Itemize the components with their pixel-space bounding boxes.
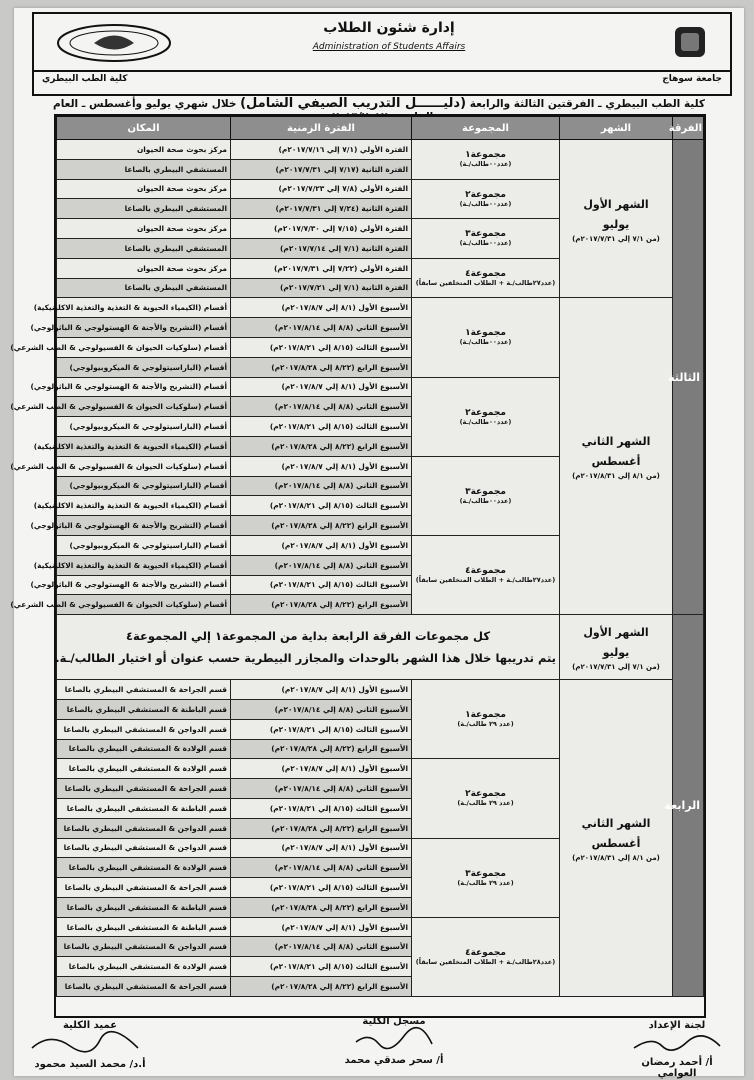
place-cell: قسم الدواجن & المستشفي البيطري بالصاعا xyxy=(57,937,231,957)
col-year-header: الفرقة xyxy=(673,117,704,140)
period-cell: الأسبوع الثاني (٨/٨ إلي ٢٠١٧/٨/١٤م) xyxy=(231,555,412,575)
table-row xyxy=(57,140,704,160)
prep-signature-icon xyxy=(632,1034,722,1054)
group-count: (عدد٠٠طالب/ـة) xyxy=(459,160,512,169)
group-name: مجموعة٢ xyxy=(465,789,506,800)
place-cell: المستشفي البيطري بالصاعا xyxy=(57,278,231,298)
period-cell: الأسبوع الرابع (٨/٢٢ إلي ٢٠١٧/٨/٢٨م) xyxy=(231,516,412,536)
title-prefix: كلية الطب البيطري ـ الفرقتين الثالثة والرابعة xyxy=(469,98,705,110)
place-cell: قسم الولادة & المستشفي البيطري بالصاعا xyxy=(57,759,231,779)
place-cell: أقسام (الكيمياء الحيوية & التغذية والتغذية الاكلينيكية) xyxy=(57,436,231,456)
place-cell: قسم الباطنة & المستشفي البيطري بالصاعا xyxy=(57,798,231,818)
admin-subtitle: Administration of Students Affairs xyxy=(312,42,466,52)
place-cell: أقسام (الكيمياء الحيوية & التغذية والتغذية الاكلينيكية) xyxy=(57,298,231,318)
col-place-header: المكان xyxy=(57,117,231,140)
month-cell xyxy=(560,140,673,298)
group-count: (عدد٠٠طالب/ـة) xyxy=(459,417,512,426)
group-name: مجموعة٢ xyxy=(465,189,506,200)
faculty-logo-icon xyxy=(54,22,174,64)
table-row xyxy=(57,298,704,318)
group-cell xyxy=(412,759,560,838)
document-page xyxy=(10,8,744,1079)
year-third-cell: الثالثة xyxy=(673,140,704,615)
group-cell xyxy=(412,917,560,996)
month-cell xyxy=(560,680,673,997)
month-label: الشهر الثاني xyxy=(581,817,651,830)
fourth-july-note xyxy=(57,615,560,680)
group-cell xyxy=(412,377,560,456)
group-name: مجموعة٣ xyxy=(465,868,506,879)
group-cell xyxy=(412,838,560,917)
period-cell: الفترة الأولي (٧/١ إلي ٢٠١٧/٧/١٦م) xyxy=(231,140,412,160)
period-cell: الأسبوع الثالث (٨/١٥ إلي ٢٠١٧/٨/٢١م) xyxy=(231,878,412,898)
month-range: (من ٨/١ إلي ٢٠١٧/٨/٣١م) xyxy=(572,472,660,481)
place-cell: قسم الدواجن & المستشفي البيطري بالصاعا xyxy=(57,818,231,838)
place-cell: مركز بحوث صحة الحيوان xyxy=(57,258,231,278)
period-cell: الأسبوع الثاني (٨/٨ إلي ٢٠١٧/٨/١٤م) xyxy=(231,858,412,878)
period-cell: الأسبوع الثالث (٨/١٥ إلي ٢٠١٧/٨/٢١م) xyxy=(231,957,412,977)
period-cell: الأسبوع الرابع (٨/٢٢ إلي ٢٠١٧/٨/٢٨م) xyxy=(231,897,412,917)
prep-committee xyxy=(622,1020,732,1079)
place-cell: قسم الجراحة & المستشفي البيطري بالصاعا xyxy=(57,680,231,700)
place-cell: مركز بحوث صحة الحيوان xyxy=(57,140,231,160)
period-cell: الفترة الأولي (٧/٢٢ إلي ٢٠١٧/٧/٣١م) xyxy=(231,258,412,278)
period-cell: الأسبوع الثالث (٨/١٥ إلي ٢٠١٧/٨/٢١م) xyxy=(231,337,412,357)
group-cell xyxy=(412,140,560,180)
group-name: مجموعة٣ xyxy=(465,486,506,497)
period-cell: الأسبوع الأول (٨/١ إلي ٢٠١٧/٨/٧م) xyxy=(231,377,412,397)
letterhead xyxy=(32,12,732,96)
university-seal-icon xyxy=(672,24,708,60)
place-cell: المستشفي البيطري بالصاعا xyxy=(57,199,231,219)
place-cell: أقسام (الكيمياء الحيوية & التغذية والتغذية الاكلينيكية) xyxy=(57,496,231,516)
period-cell: الأسبوع الرابع (٨/٢٢ إلي ٢٠١٧/٨/٢٨م) xyxy=(231,739,412,759)
year-fourth-cell: الرابعة xyxy=(673,615,704,997)
group-name: مجموعة٤ xyxy=(465,269,506,280)
period-cell: الأسبوع الثالث (٨/١٥ إلي ٢٠١٧/٨/٢١م) xyxy=(231,496,412,516)
month-range: (من ٧/١ إلي ٢٠١٧/٧/٣١م) xyxy=(572,234,660,243)
place-cell: أقسام (الباراسيتولوجي & الميكروبيولوجي) xyxy=(57,535,231,555)
month-label: الشهر الأول xyxy=(583,626,649,640)
table-row xyxy=(57,680,704,700)
period-cell: الأسبوع الأول (٨/١ إلي ٢٠١٧/٨/٧م) xyxy=(231,917,412,937)
period-cell: الفترة الأولي (٧/٨ إلي ٢٠١٧/٧/٢٣م) xyxy=(231,179,412,199)
group-count: (عدد٠٠طالب/ـة) xyxy=(459,496,512,505)
group-count: (عدد٢٧طالب/ـة + الطلاب المتخلفين سابقاً) xyxy=(415,279,556,288)
place-cell: أقسام (التشريح والأجنة & الهستولوجي & الباثولوجي) xyxy=(57,318,231,338)
table-header-row xyxy=(57,117,704,140)
period-cell: الأسبوع الثاني (٨/٨ إلي ٢٠١٧/٨/١٤م) xyxy=(231,318,412,338)
period-cell: الأسبوع الثاني (٨/٨ إلي ٢٠١٧/٨/١٤م) xyxy=(231,699,412,719)
place-cell: قسم الباطنة & المستشفي البيطري بالصاعا xyxy=(57,699,231,719)
place-cell: قسم الدواجن & المستشفي البيطري بالصاعا xyxy=(57,838,231,858)
period-cell: الأسبوع الرابع (٨/٢٢ إلي ٢٠١٧/٨/٢٨م) xyxy=(231,595,412,615)
month-label: الشهر الأول xyxy=(583,197,649,211)
group-count: (عدد ٢٩ طالب/ـة) xyxy=(457,720,514,729)
period-cell: الأسبوع الثالث (٨/١٥ إلي ٢٠١٧/٨/٢١م) xyxy=(231,575,412,595)
schedule-table xyxy=(10,114,706,1018)
registrar-title: مسجل الكلية xyxy=(362,1016,426,1027)
group-count: (عدد٠٠طالب/ـة) xyxy=(459,199,512,208)
group-count: (عدد٢٧طالب/ـة + الطلاب المتخلفين سابقاً) xyxy=(415,576,556,585)
group-name: مجموعة٤ xyxy=(465,566,506,577)
dean-block xyxy=(20,1020,160,1070)
place-cell: أقسام (الباراسيتولوجي & الميكروبيولوجي) xyxy=(57,357,231,377)
dean-name: أ.د/ محمد السيد محمود xyxy=(34,1059,146,1070)
period-cell: الأسبوع الرابع (٨/٢٢ إلي ٢٠١٧/٨/٢٨م) xyxy=(231,818,412,838)
month-range: (من ٧/١ إلي ٢٠١٧/٧/٣١م) xyxy=(572,663,660,672)
period-cell: الأسبوع الرابع (٨/٢٢ إلي ٢٠١٧/٨/٢٨م) xyxy=(231,357,412,377)
place-cell: أقسام (التشريح والأجنة & الهستولوجي & الباثولوجي) xyxy=(57,516,231,536)
period-cell: الأسبوع الأول (٨/١ إلي ٢٠١٧/٨/٧م) xyxy=(231,298,412,318)
period-cell: الأسبوع الثالث (٨/١٥ إلي ٢٠١٧/٨/٢١م) xyxy=(231,417,412,437)
period-cell: الفترة الثانية (٧/١ إلي ٢٠١٧/٧/١٤م) xyxy=(231,238,412,258)
period-cell: الفترة الثانية (٧/١٧ إلي ٢٠١٧/٧/٣١م) xyxy=(231,159,412,179)
place-cell: قسم الولادة & المستشفي البيطري بالصاعا xyxy=(57,957,231,977)
title-main: (دليــــــل التدريب الصيفي الشامل) xyxy=(240,96,467,111)
place-cell: أقسام (سلوكيات الحيوان & الفسيولوجي & الطب الشرعي) xyxy=(57,337,231,357)
registrar-signature-icon xyxy=(354,1030,434,1050)
group-name: مجموعة١ xyxy=(465,328,506,339)
place-cell: مركز بحوث صحة الحيوان xyxy=(57,219,231,239)
period-cell: الأسبوع الثاني (٨/٨ إلي ٢٠١٧/٨/١٤م) xyxy=(231,476,412,496)
place-cell: أقسام (الكيمياء الحيوية & التغذية والتغذية الاكلينيكية) xyxy=(57,555,231,575)
place-cell: أقسام (سلوكيات الحيوان & الفسيولوجي & الطب الشرعي) xyxy=(57,456,231,476)
group-count: (عدد٠٠طالب/ـة) xyxy=(459,239,512,248)
month-name: أغسطس xyxy=(591,455,641,469)
dean-title: عميد الكلية xyxy=(62,1020,118,1031)
university-name: جامعة سوهاج xyxy=(662,74,722,84)
note-line-1: كل مجموعات الفرقة الرابعة بداية من المجموعة١ إلي المجموعة٤ xyxy=(125,629,491,644)
group-cell xyxy=(412,219,560,259)
note-line-2: يتم تدريبها خلال هذا الشهر بالوحدات والمجازر البيطرية حسب عنوان أو اختيار الطالب/ـة. xyxy=(55,651,556,666)
prep-title: لجنة الإعداد xyxy=(648,1020,706,1031)
group-cell xyxy=(412,179,560,219)
title-suffix: خلال شهري يوليو وأغسطس ـ العام xyxy=(53,98,237,110)
month-range: (من ٨/١ إلي ٢٠١٧/٨/٣١م) xyxy=(572,854,660,862)
place-cell: قسم الولادة & المستشفي البيطري بالصاعا xyxy=(57,739,231,759)
period-cell: الأسبوع الرابع (٨/٢٢ إلي ٢٠١٧/٨/٢٨م) xyxy=(231,436,412,456)
group-cell xyxy=(412,298,560,377)
place-cell: أقسام (التشريح والأجنة & الهستولوجي & الباثولوجي) xyxy=(57,575,231,595)
period-cell: الأسبوع الأول (٨/١ إلي ٢٠١٧/٨/٧م) xyxy=(231,680,412,700)
group-name: مجموعة٣ xyxy=(465,229,506,240)
place-cell: المستشفي البيطري بالصاعا xyxy=(57,159,231,179)
place-cell: أقسام (التشريح والأجنة & الهستولوجي & الباثولوجي) xyxy=(57,377,231,397)
group-cell xyxy=(412,535,560,614)
prep-name: أ/ أحمد رمضان العوامي xyxy=(641,1057,713,1079)
place-cell: قسم الباطنة & المستشفي البيطري بالصاعا xyxy=(57,917,231,937)
period-cell: الأسبوع الأول (٨/١ إلي ٢٠١٧/٨/٧م) xyxy=(231,838,412,858)
group-cell xyxy=(412,456,560,535)
place-cell: قسم الجراحة & المستشفي البيطري بالصاعا xyxy=(57,779,231,799)
place-cell: أقسام (الباراسيتولوجي & الميكروبيولوجي) xyxy=(57,417,231,437)
group-count: (عدد ٢٩ طالب/ـة) xyxy=(457,799,514,808)
faculty-name: كلية الطب البيطري xyxy=(42,74,128,84)
group-count: (عدد٢٨طالب/ـة + الطلاب المتخلفين سابقاً) xyxy=(415,957,556,966)
place-cell: المستشفي البيطري بالصاعا xyxy=(57,238,231,258)
admin-title: إدارة شئون الطلاب xyxy=(323,20,455,36)
dean-signature-icon xyxy=(30,1032,140,1054)
month-label: الشهر الثاني xyxy=(581,435,651,449)
month-name: أغسطس xyxy=(591,837,641,850)
group-count: (عدد٠٠طالب/ـة) xyxy=(459,338,512,347)
month-name: يوليو xyxy=(602,217,630,231)
place-cell: أقسام (سلوكيات الحيوان & الفسيولوجي & الطب الشرعي) xyxy=(57,595,231,615)
period-cell: الأسبوع الثالث (٨/١٥ إلي ٢٠١٧/٨/٢١م) xyxy=(231,798,412,818)
group-cell xyxy=(412,258,560,298)
group-cell xyxy=(412,680,560,759)
period-cell: الأسبوع الرابع (٨/٢٢ إلي ٢٠١٧/٨/٢٨م) xyxy=(231,977,412,997)
month-name: يوليو xyxy=(602,646,630,660)
period-cell: الأسبوع الأول (٨/١ إلي ٢٠١٧/٨/٧م) xyxy=(231,456,412,476)
period-cell: الأسبوع الثالث (٨/١٥ إلي ٢٠١٧/٨/٢١م) xyxy=(231,719,412,739)
col-month-header: الشهر xyxy=(560,117,673,140)
month-cell xyxy=(560,615,673,680)
col-period-header: الفترة الزمنية xyxy=(231,117,412,140)
period-cell: الفترة الثانية (٧/٢٤ إلي ٢٠١٧/٧/٣١م) xyxy=(231,199,412,219)
place-cell: قسم الولادة & المستشفي البيطري بالصاعا xyxy=(57,858,231,878)
group-name: مجموعة٢ xyxy=(465,407,506,418)
group-name: مجموعة٤ xyxy=(465,947,506,958)
schedule-grid xyxy=(10,116,704,997)
place-cell: أقسام (الباراسيتولوجي & الميكروبيولوجي) xyxy=(57,476,231,496)
group-name: مجموعة١ xyxy=(465,150,506,161)
table-row xyxy=(57,615,704,680)
place-cell: قسم الباطنة & المستشفي البيطري بالصاعا xyxy=(57,897,231,917)
registrar-name: أ/ سحر صدقي محمد xyxy=(344,1055,444,1066)
period-cell: الأسبوع الثاني (٨/٨ إلي ٢٠١٧/٨/١٤م) xyxy=(231,779,412,799)
group-name: مجموعة١ xyxy=(465,710,506,721)
period-cell: الفترة الأولي (٧/١٥ إلي ٢٠١٧/٧/٣٠م) xyxy=(231,219,412,239)
period-cell: الأسبوع الثاني (٨/٨ إلي ٢٠١٧/٨/١٤م) xyxy=(231,937,412,957)
group-count: (عدد ٢٩ طالب/ـة) xyxy=(457,878,514,887)
place-cell: قسم الجراحة & المستشفي البيطري بالصاعا xyxy=(57,878,231,898)
place-cell: قسم الدواجن & المستشفي البيطري بالصاعا xyxy=(57,719,231,739)
period-cell: الفترة الثانية (٧/١ إلي ٢٠١٧/٧/٢١م) xyxy=(231,278,412,298)
period-cell: الأسبوع الثاني (٨/٨ إلي ٢٠١٧/٨/١٤م) xyxy=(231,397,412,417)
place-cell: قسم الجراحة & المستشفي البيطري بالصاعا xyxy=(57,977,231,997)
period-cell: الأسبوع الأول (٨/١ إلي ٢٠١٧/٨/٧م) xyxy=(231,535,412,555)
registrar-block xyxy=(324,1016,464,1066)
place-cell: أقسام (سلوكيات الحيوان & الفسيولوجي & الطب الشرعي) xyxy=(57,397,231,417)
month-cell xyxy=(560,298,673,615)
period-cell: الأسبوع الأول (٨/١ إلي ٢٠١٧/٨/٧م) xyxy=(231,759,412,779)
place-cell: مركز بحوث صحة الحيوان xyxy=(57,179,231,199)
col-group-header: المجموعة xyxy=(412,117,560,140)
header-divider xyxy=(34,70,730,72)
